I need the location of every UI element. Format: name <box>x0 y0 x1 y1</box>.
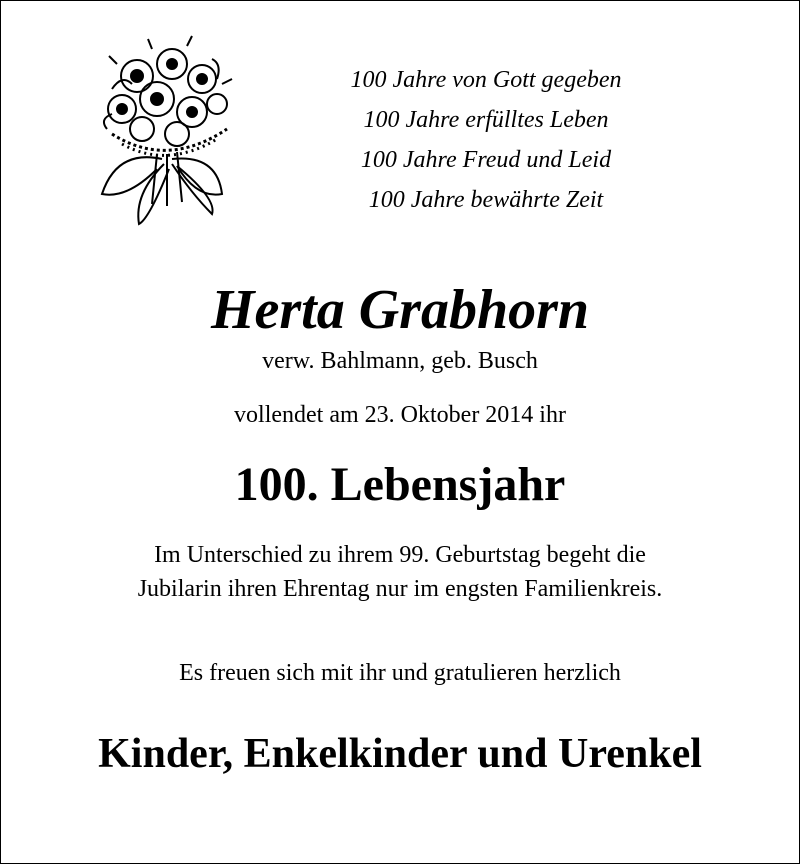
honoree-maiden-names: verw. Bahlmann, geb. Busch <box>262 348 538 374</box>
note-line: Im Unterschied zu ihrem 99. Geburtstag begeht die <box>154 542 646 568</box>
flower-bouquet-icon <box>92 34 242 234</box>
congrats-line: Es freuen sich mit ihr und gratulieren herzlich <box>179 660 621 686</box>
poem-line: 100 Jahre von Gott gegeben <box>350 67 622 93</box>
family-signature: Kinder, Enkelkinder und Urenkel <box>98 731 702 777</box>
note-line: Jubilarin ihren Ehrentag nur im engsten Familienkreis. <box>137 576 663 602</box>
poem-line: 100 Jahre Freud und Leid <box>360 147 612 173</box>
celebration-note <box>0 538 800 606</box>
honoree-name: Herta Grabhorn <box>210 279 590 341</box>
poem-line: 100 Jahre erfülltes Leben <box>363 107 609 133</box>
date-line: vollendet am 23. Oktober 2014 ihr <box>234 402 566 428</box>
milestone-heading: 100. Lebensjahr <box>234 458 566 511</box>
poem <box>286 60 686 220</box>
poem-line: 100 Jahre bewährte Zeit <box>368 187 604 213</box>
